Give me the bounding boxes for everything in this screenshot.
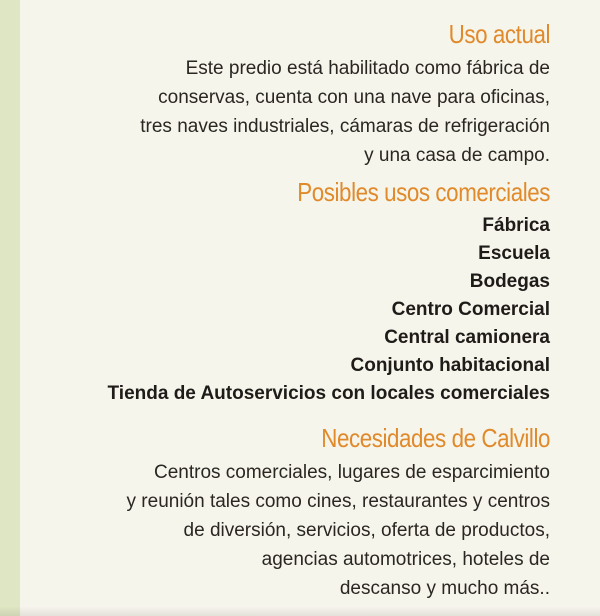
list-item: Escuela [478,243,550,264]
needs-heading: Necesidades de Calvillo [321,423,550,453]
list-item: Fábrica [482,215,550,236]
possible-uses-list [30,212,550,408]
needs-line: agencias automotrices, hoteles de [261,549,550,570]
current-use-line: tres naves industriales, cámaras de refrigeración [140,116,550,137]
needs-line: Centros comerciales, lugares de esparcimiento [153,462,550,483]
list-item: Tienda de Autoservicios con locales comerciales [107,383,550,404]
possible-uses-section [30,176,550,408]
current-use-section [30,18,550,170]
property-info-panel [30,18,550,603]
left-color-band [0,0,20,616]
current-use-heading: Uso actual [448,19,550,49]
current-use-line: Este predio está habilitado como fábrica de [185,58,550,79]
needs-section [30,422,550,603]
possible-uses-heading: Posibles usos comerciales [297,177,550,207]
current-use-line: y una casa de campo. [364,145,550,166]
list-item: Conjunto habitacional [350,355,550,376]
needs-description [30,458,550,603]
bottom-shadow [0,606,600,616]
current-use-line: conservas, cuenta con una nave para oficinas, [158,87,550,108]
needs-line: de diversión, servicios, oferta de productos, [183,520,550,541]
needs-line: y reunión tales como cines, restaurantes y centros [126,491,550,512]
list-item: Central camionera [384,327,550,348]
list-item: Centro Comercial [391,299,550,320]
current-use-description [30,54,550,170]
needs-line: descanso y mucho más.. [339,578,550,599]
list-item: Bodegas [469,271,550,292]
